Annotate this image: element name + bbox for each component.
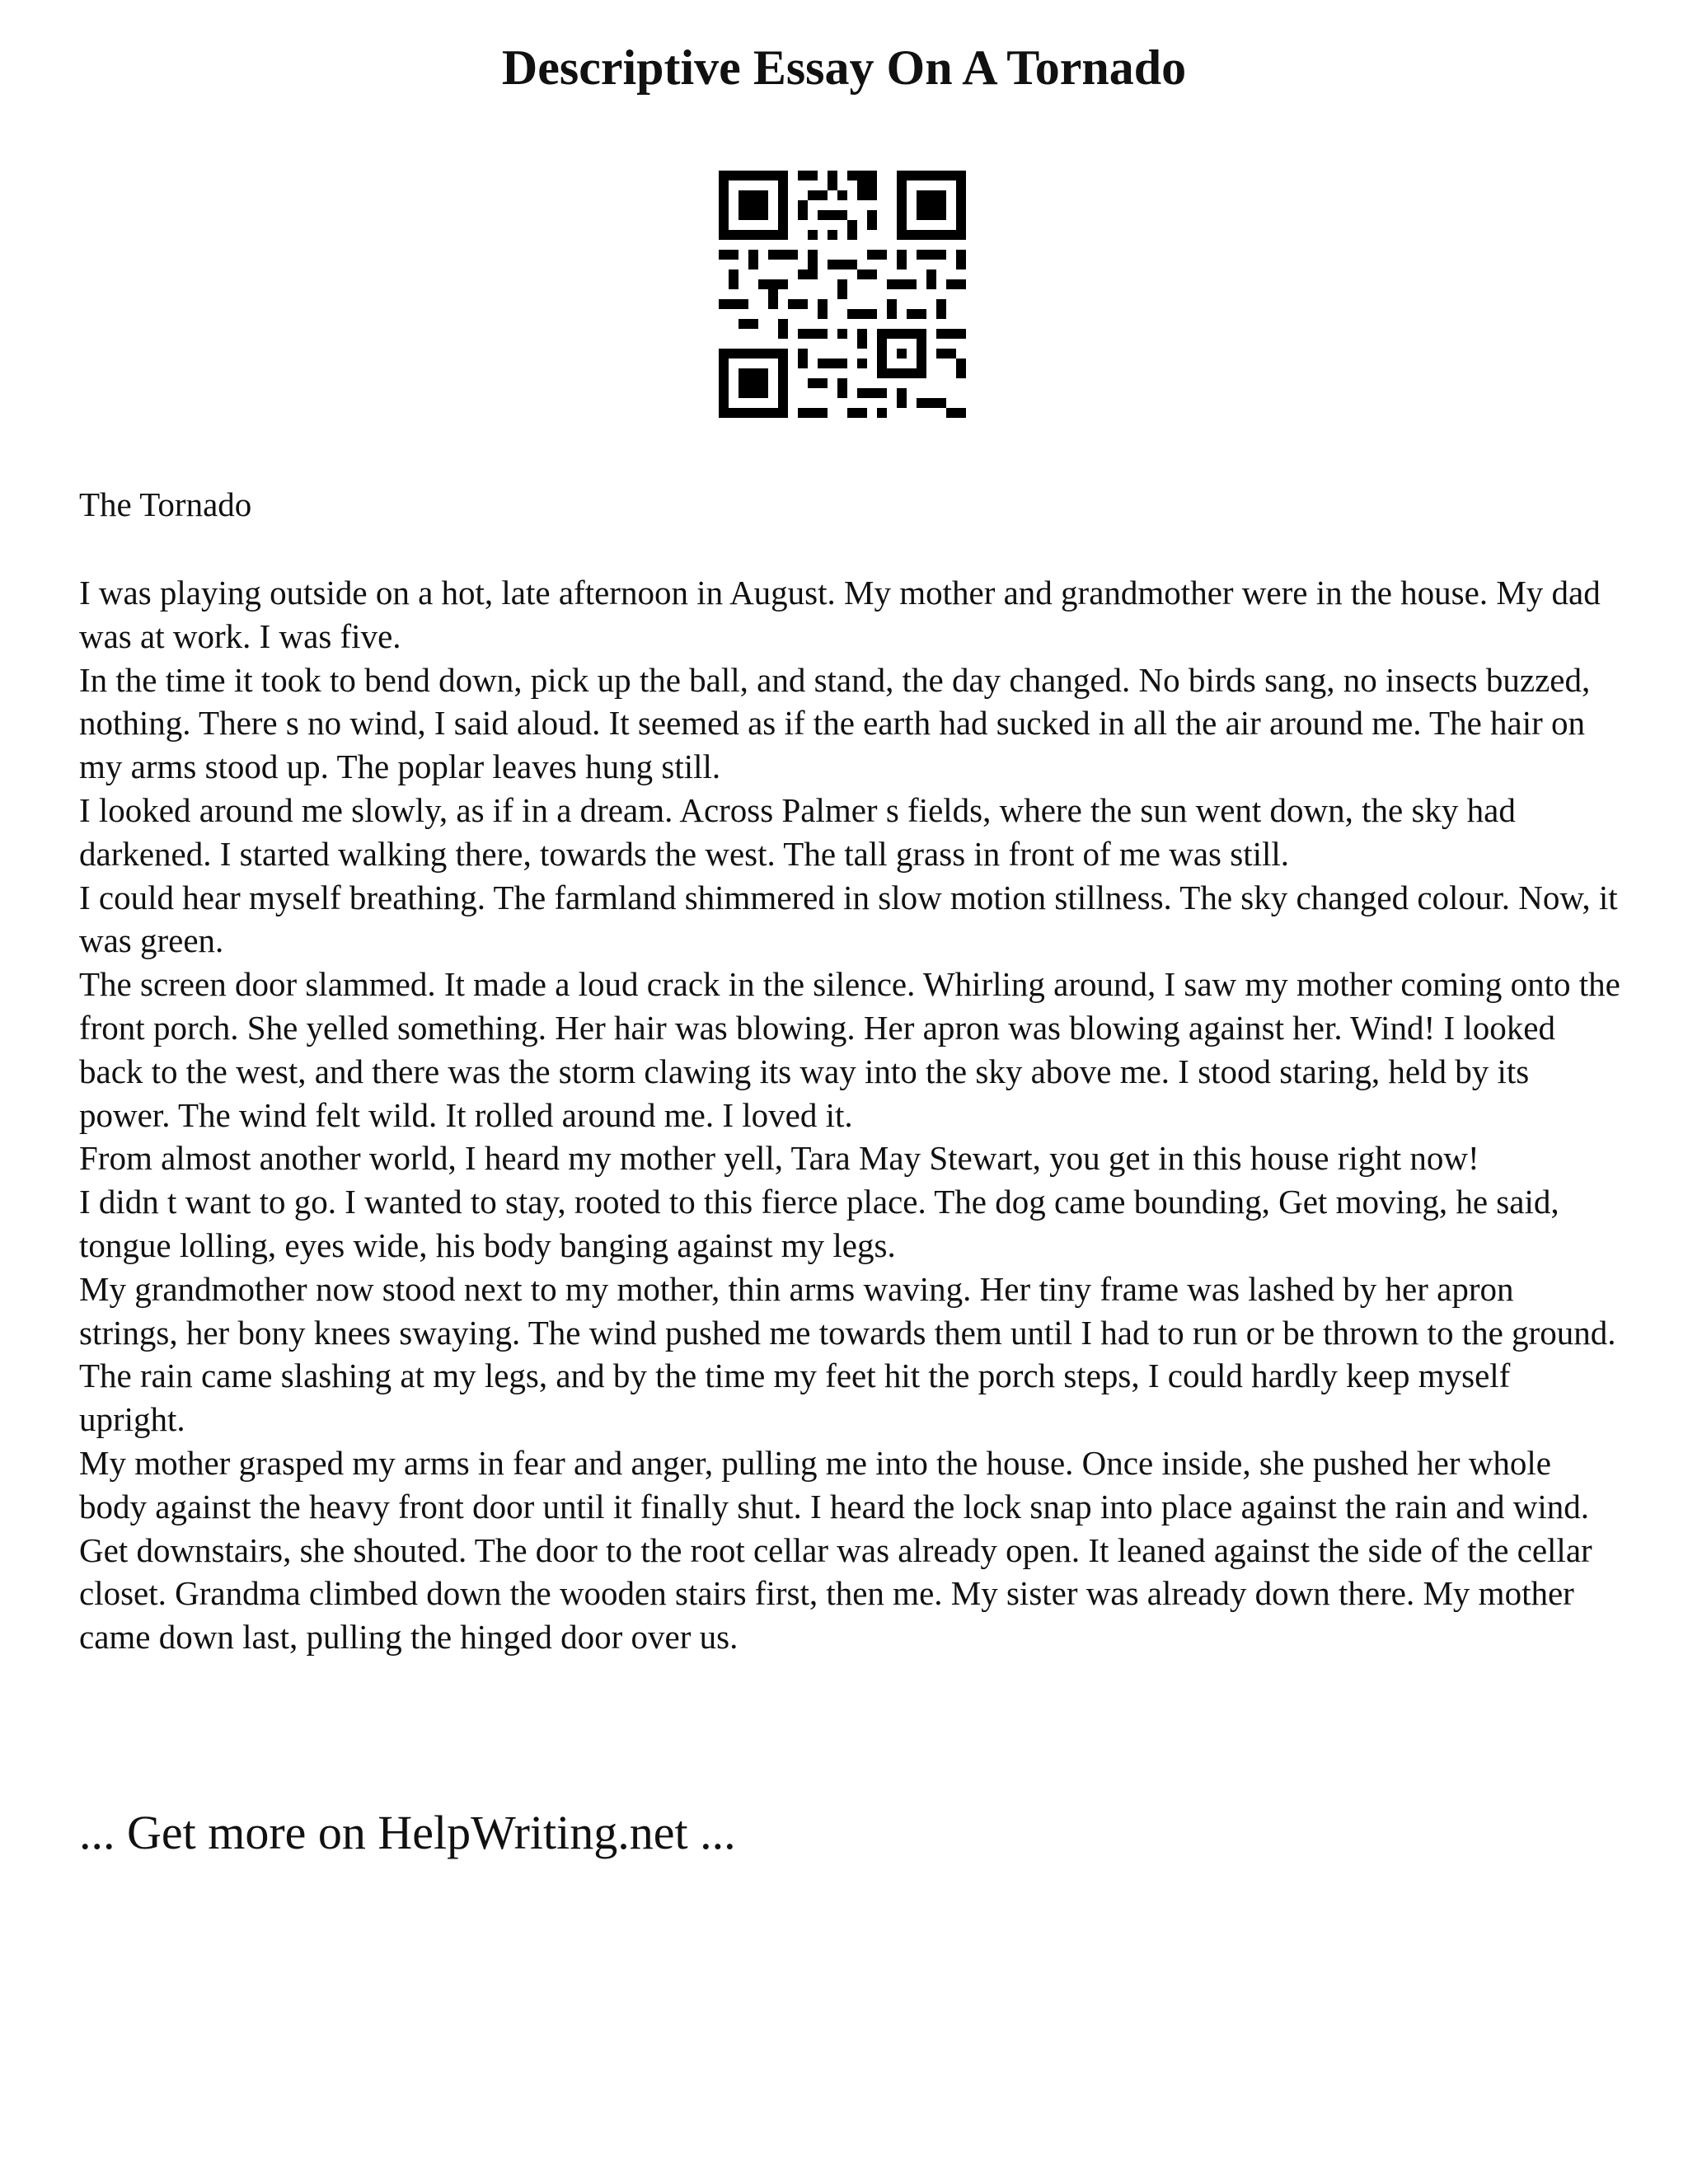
paragraph-10: Get downstairs, she shouted. The door to the root cellar was already open. It leaned against the side of the cellar closet. Grandma climbed down the wooden stairs first, then me. My sister was already down there. My mother came down last, pulling the hinged door over us. (79, 1530, 1592, 1657)
qr-code-icon (719, 171, 966, 418)
paragraph-9: My mother grasped my arms in fear and anger, pulling me into the house. Once inside, she pushed her whole body against the heavy front door until it finally shut. I heard the lock snap into place against the rain and wind. (79, 1443, 1590, 1526)
section-title: The Tornado (79, 485, 252, 523)
paragraph-5: The screen door slammed. It made a loud crack in the silence. Whirling around, I saw my mother coming onto the front porch. She yelled something. Her hair was blowing. Her apron was blowing against her. Wind! I looked back to the west, and there was the storm clawing its way into the sky above me. I stood staring, held by its power. The wind felt wild. It rolled around me. I loved it. (79, 965, 1620, 1134)
paragraph-3: I looked around me slowly, as if in a dream. Across Palmer s fields, where the sun went down, the sky had darkened. I started walking there, towards the west. The tall grass in front of me was still. (79, 790, 1516, 873)
paragraph-1: I was playing outside on a hot, late afternoon in August. My mother and grandmother were in the house. My dad was at work. I was five. (79, 574, 1601, 655)
paragraph-2: In the time it took to bend down, pick up the ball, and stand, the day changed. No birds sang, no insects buzzed, nothing. There s no wind, I said aloud. It seemed as if the earth had sucked in all the air around me. The hair on my arms stood up. The poplar leaves hung still. (79, 660, 1591, 786)
paragraph-6: From almost another world, I heard my mother yell, Tara May Stewart, you get in this house right now! (79, 1139, 1479, 1178)
more-link[interactable]: ... Get more on HelpWriting.net ... (79, 1806, 736, 1859)
paragraph-7: I didn t want to go. I wanted to stay, rooted to this fierce place. The dog came bounding, Get moving, he said, tongue lolling, eyes wide, his body banging against my legs. (79, 1183, 1559, 1264)
document-title: Descriptive Essay On A Tornado (501, 40, 1187, 95)
essay-body (79, 571, 1620, 1659)
paragraph-4: I could hear myself breathing. The farmland shimmered in slow motion stillness. The sky changed colour. Now, it was green. (79, 878, 1618, 960)
paragraph-8: My grandmother now stood next to my mother, thin arms waving. Her tiny frame was lashed by her apron strings, her bony knees swaying. The wind pushed me towards them until I had to run or be thrown to the ground. The rain came slashing at my legs, and by the time my feet hit the porch steps, I could hardly keep myself upright. (79, 1269, 1616, 1439)
